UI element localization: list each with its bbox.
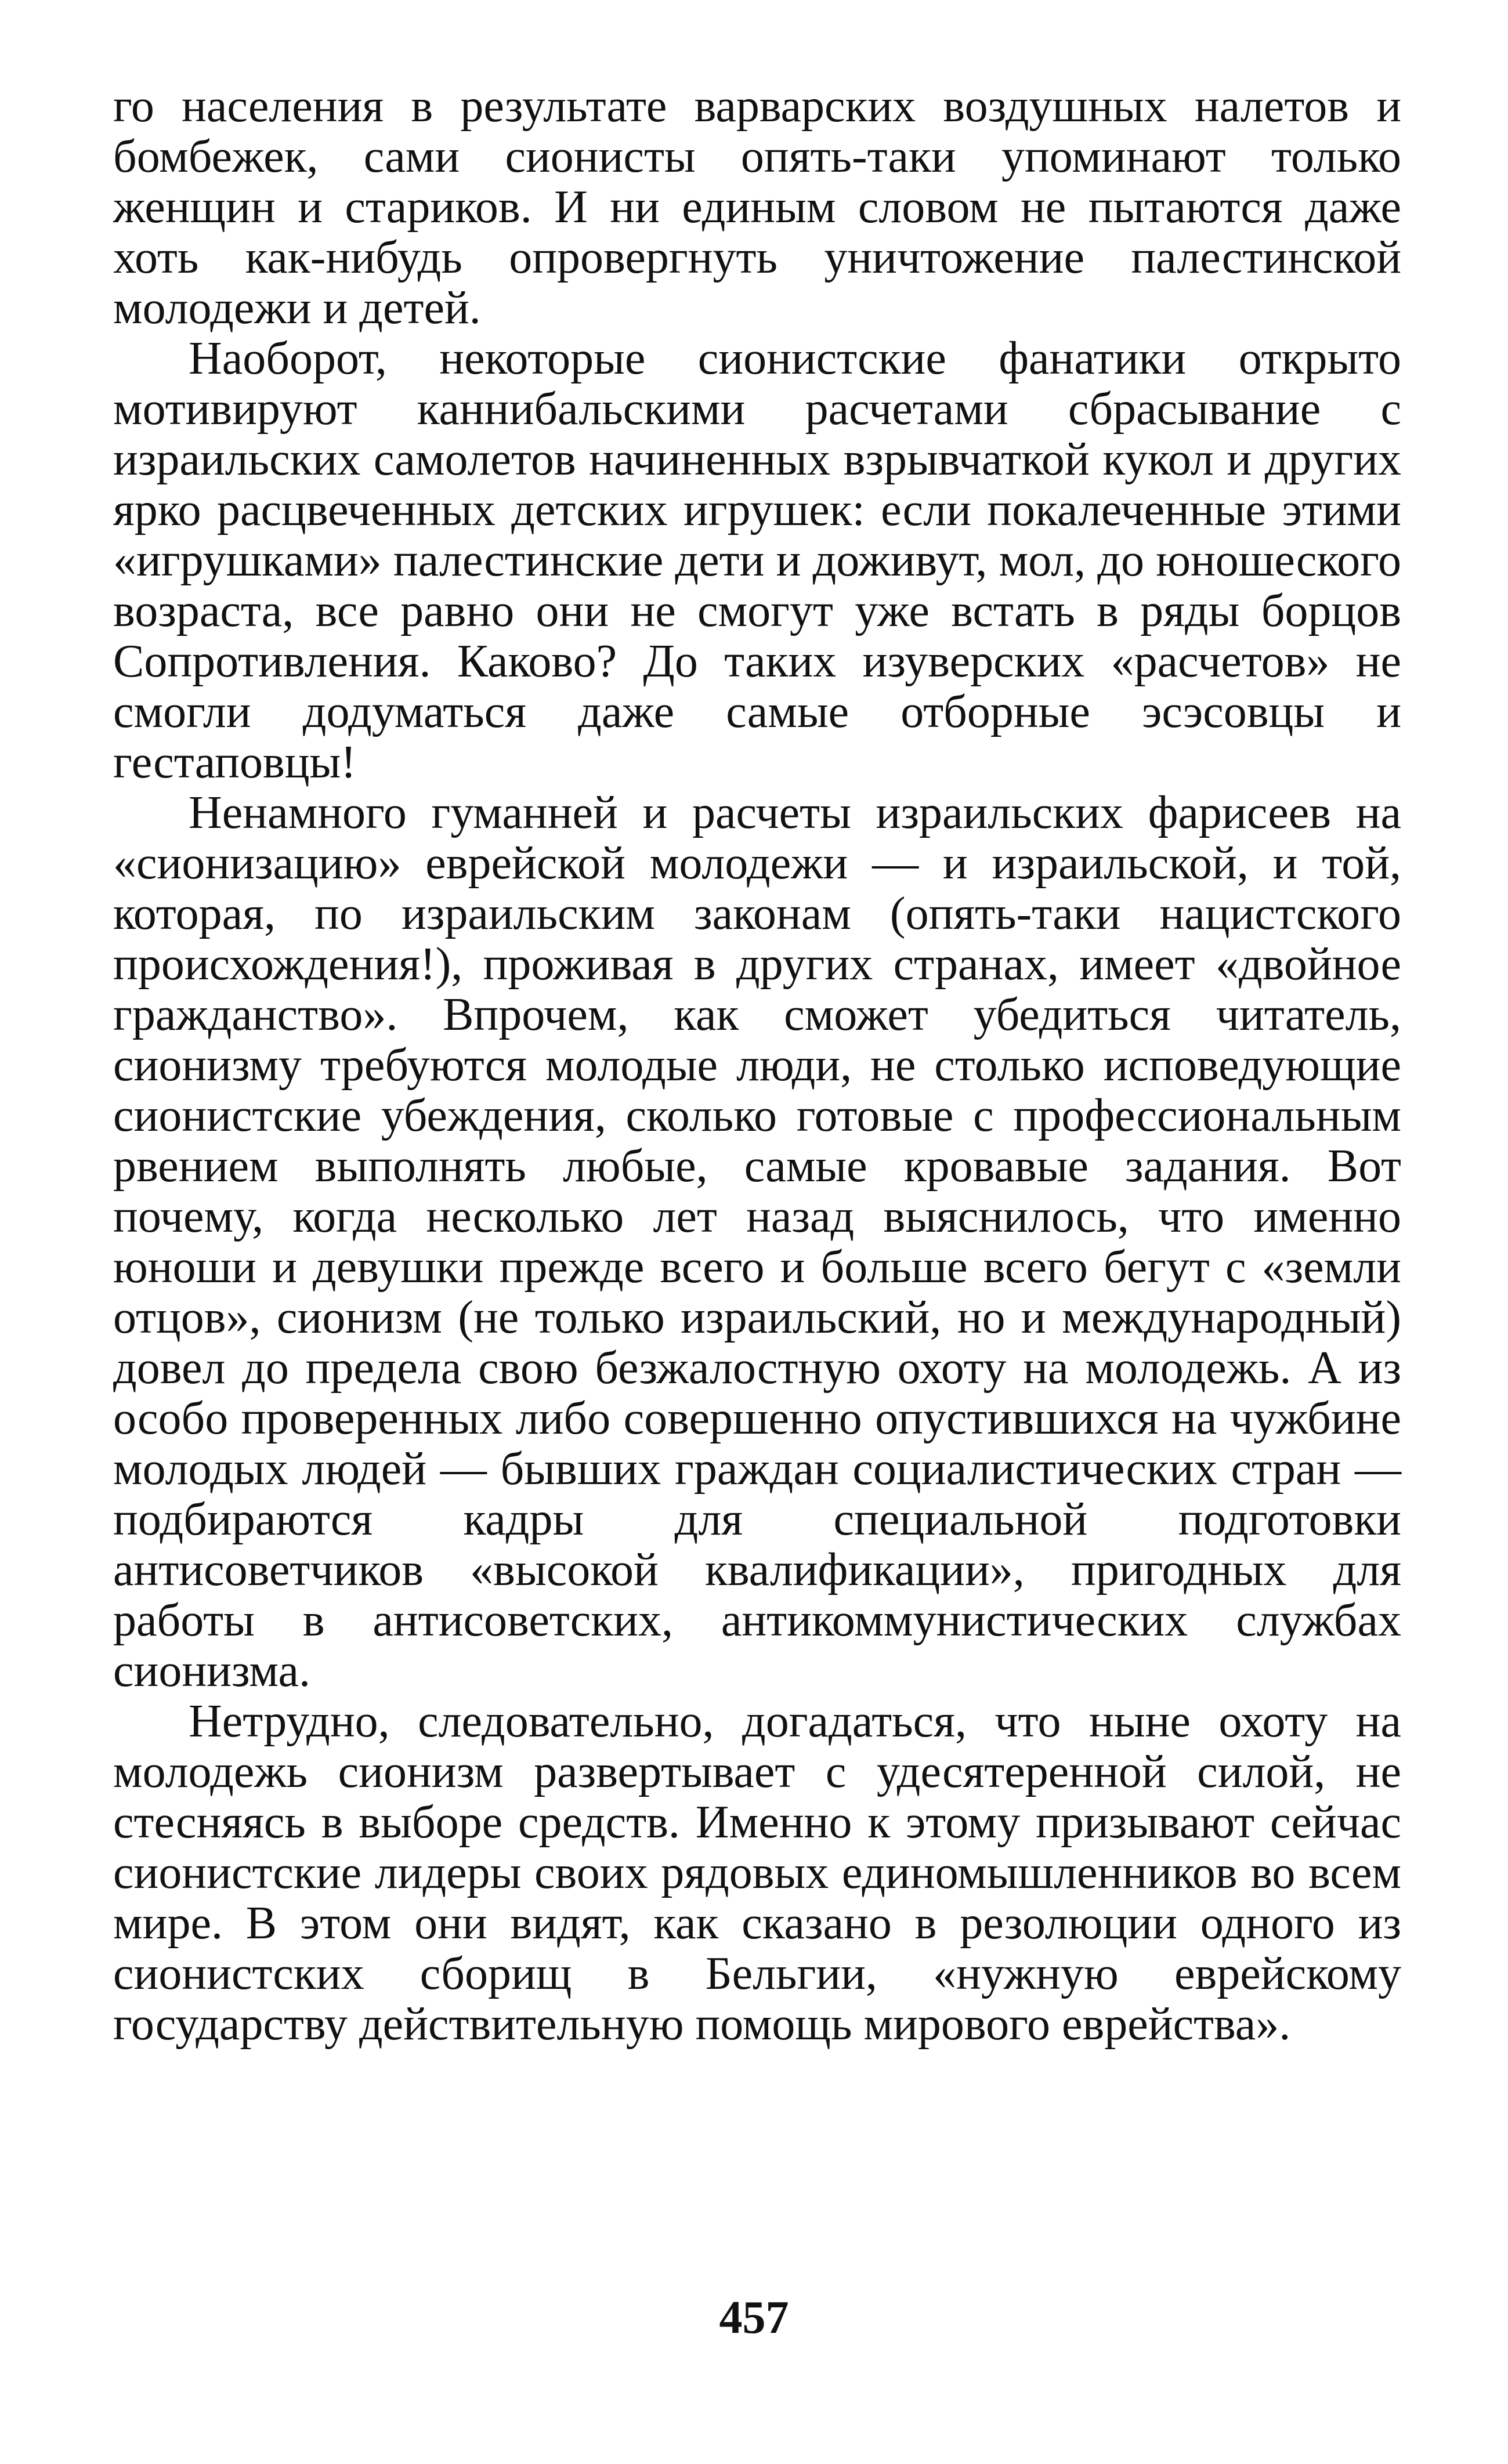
paragraph-hunt-for-youth: Нетрудно, следовательно, догадаться, что ныне охоту на молодежь сионизм развертывает с удесятеренной силой, не стесняясь в выборе средств. Именно к этому призывают сейчас сионистские лидеры своих рядовых единомышленников во всем мире. В этом они видят, как сказано в резолюции одного из сионистских сборищ в Бельгии, «нужную еврейскому государству действительную помощь мирового еврейства». [113, 1696, 1401, 2050]
paragraph-zionization-youth: Ненамного гуманней и расчеты израильских фарисеев на «сионизацию» еврейской молодежи — и израильской, и той, которая, по израильским законам (опять-таки нацистского происхождения!), проживая в других странах, имеет «двойное гражданство». Впрочем, как сможет убедиться читатель, сионизму требуются молодые люди, не столько исповедующие сионистские убеждения, сколько готовые с профессиональным рвением выполнять любые, самые кровавые задания. Вот почему, когда несколько лет назад выяснилось, что именно юноши и девушки прежде всего и больше всего бегут с «земли отцов», сионизм (не только израильский, но и международный) довел до предела свою безжалостную охоту на молодежь. А из особо проверенных либо совершенно опустившихся на чужбине молодых людей — бывших граждан социалистических стран — подбираются кадры для специальной подготовки антисоветчиков «высокой квалификации», пригодных для работы в антисоветских, антикоммунистических службах сионизма. [113, 787, 1401, 1696]
page-number: 457 [719, 2292, 789, 2343]
paragraph-continuation: го населения в результате варварских воздушных налетов и бомбежек, сами сионисты опять-таки упоминают только женщин и стариков. И ни единым словом не пытаются даже хоть как-нибудь опровергнуть уничтожение палестинской молодежи и детей. [113, 81, 1401, 334]
page-body [113, 81, 1401, 2050]
paragraph-cannibal-calculations: Наоборот, некоторые сионистские фанатики открыто мотивируют каннибальскими расчетами сбрасывание с израильских самолетов начиненных взрывчаткой кукол и других ярко расцвеченных детских игрушек: если покалеченные этими «игрушками» палестинские дети и доживут, мол, до юношеского возраста, все равно они не смогут уже встать в ряды борцов Сопротивления. Каково? До таких изуверских «расчетов» не смогли додуматься даже самые отборные эсэсовцы и гестаповцы! [113, 333, 1401, 788]
